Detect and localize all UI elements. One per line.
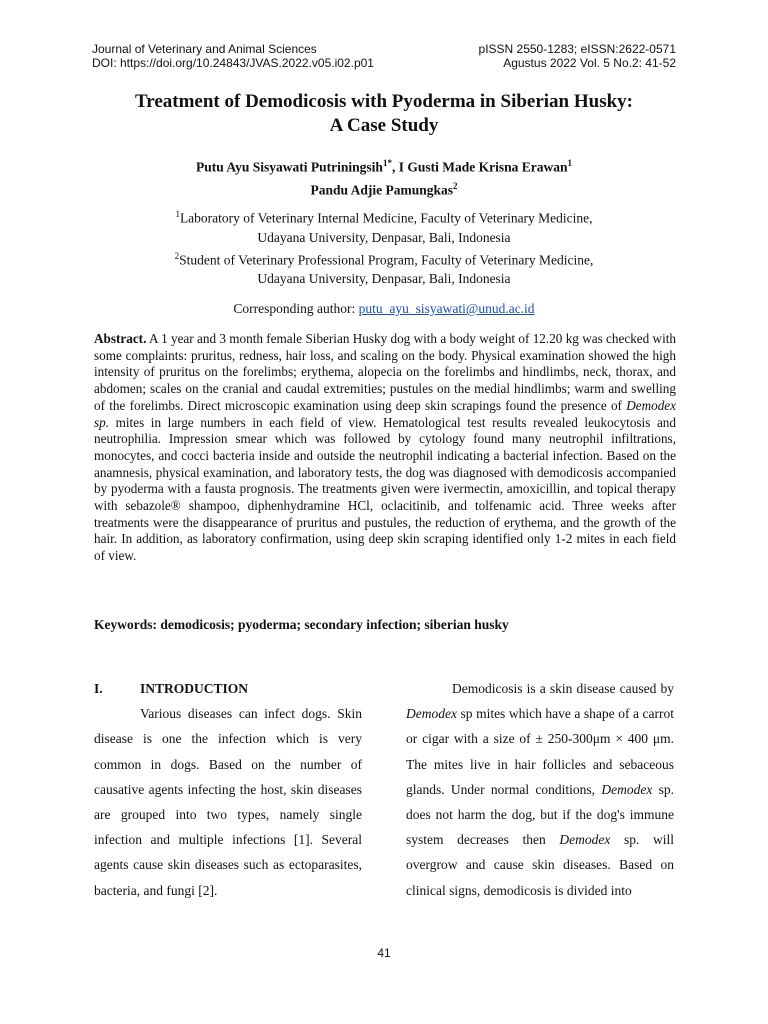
section-title: INTRODUCTION [140,681,249,696]
issn-line: pISSN 2550-1283; eISSN:2622-0571 [478,42,676,56]
intro-right-text-3: sp. does not harm the dog, but if the dog's immune system decreases then [406,781,674,848]
affiliations [60,205,708,288]
intro-right-genus-3: Demodex [559,832,611,848]
doi-line: DOI: https://doi.org/10.24843/JVAS.2022.v05.i02.p01 [92,56,374,70]
abstract-text-1: A 1 year and 3 month female Siberian Husky dog with a body weight of 12.20 kg was checked with some complaints: pruritus, redness, hair loss, and scaling on the body. Physical examination showed the high intensity of pruritus on the forelimbs; erythema, alopecia on the forelimbs and hindlimbs, neck, thorax, and abdomen; scales on the cranial and caudal extremities; pustules on the medial hindlimbs; warm and swelling of the forelimbs. Direct microscopic examination using deep skin scrapings found the presence of [94,331,676,413]
intro-right-genus-1: Demodex [406,706,457,722]
intro-right-text-1: Demodicosis is a skin disease caused by [452,681,674,696]
left-column [94,676,362,903]
title-line-2: A Case Study [329,115,439,136]
intro-right-genus-2: Demodex [601,781,653,797]
right-column [406,676,674,903]
author-3-mark: 2 [453,180,458,191]
paper-title [60,90,708,138]
intro-right-text-4: sp. will overgrow and cause skin diseases. Based on clinical signs, demodicosis is divided into [406,832,674,898]
issue-header [479,42,676,70]
corresponding-label: Corresponding author: [233,301,359,316]
corresponding-author [60,300,708,318]
page-number: 41 [377,946,391,960]
intro-right-text-2: sp mites which have a shape of a carrot or cigar with a size of ± 250-300μm × 400 μm. The mites live in hair follicles and sebaceous glands. Under normal conditions, [406,706,674,797]
keywords: Keywords: demodicosis; pyoderma; secondary infection; siberian husky [94,617,509,632]
author-list [60,154,708,199]
affiliation-1-mark: 1 [175,209,180,219]
author-1-mark: 1* [382,158,392,168]
abstract [94,331,676,565]
author-separator: , [391,159,399,175]
intro-paragraph-left: Various diseases can infect dogs. Skin disease is one the infection which is very common in dogs. Based on the number of causative agents infecting the host, skin diseases are grouped into two types, namely single infection and multiple infections [1]. Several agents cause skin diseases such as ectoparasites, bacteria, and fungi [2]. [94,706,362,898]
abstract-label: Abstract. [94,331,147,346]
affiliation-2-line-1: Student of Veterinary Professional Program, Faculty of Veterinary Medicine, [179,252,594,267]
title-line-1: Treatment of Demodicosis with Pyoderma in Siberian Husky: [134,91,634,112]
issue-line: Agustus 2022 Vol. 5 No.2: 41-52 [503,56,676,70]
affiliation-1-line-2: Udayana University, Denpasar, Bali, Indonesia [257,229,511,245]
section-heading [94,676,362,701]
affiliation-1-line-1: Laboratory of Veterinary Internal Medicine, Faculty of Veterinary Medicine, [179,210,593,226]
affiliation-2-mark: 2 [174,250,180,261]
author-3: Pandu Adjie Pamungkas [310,182,454,197]
abstract-species: Demodex sp. [94,397,676,430]
affiliation-2-line-2: Udayana University, Denpasar, Bali, Indonesia [257,271,511,286]
author-1: Putu Ayu Sisyawati Putriningsih [196,159,383,175]
author-2-mark: 1 [567,158,572,168]
journal-name: Journal of Veterinary and Animal Sciences [92,42,317,56]
intro-paragraph-right [406,676,674,903]
author-2: I Gusti Made Krisna Erawan [398,159,568,175]
section-number: I. [94,681,103,696]
journal-header [92,42,374,70]
corresponding-email-link[interactable]: putu_ayu_sisyawati@unud.ac.id [358,301,535,316]
abstract-text-2: mites in large numbers in each field of view. Hematological test results revealed leukocytosis and neutrophilia. Impression smear which was followed by cytology found many neutrophil infiltrations, monocytes, and cocci bacteria inside and outside the neutrophil indicating a bacterial infection. Based on the anamnesis, physical examination, and laboratory tests, the dog was diagnosed with demodicosis accompanied by pyoderma with a fausta prognosis. The treatments given were ivermectin, amoxicillin, and topical therapy with sebazole® shampoo, diphenhydramine HCl, oclacitinib, and tolfenamic acid. Three weeks after treatments were the disappearance of pruritus and pustules, the reduction of erythema, and the growth of the hair. In addition, as laboratory confirmation, using deep skin scraping identified only 1-2 mites in each field of view. [94,414,676,564]
